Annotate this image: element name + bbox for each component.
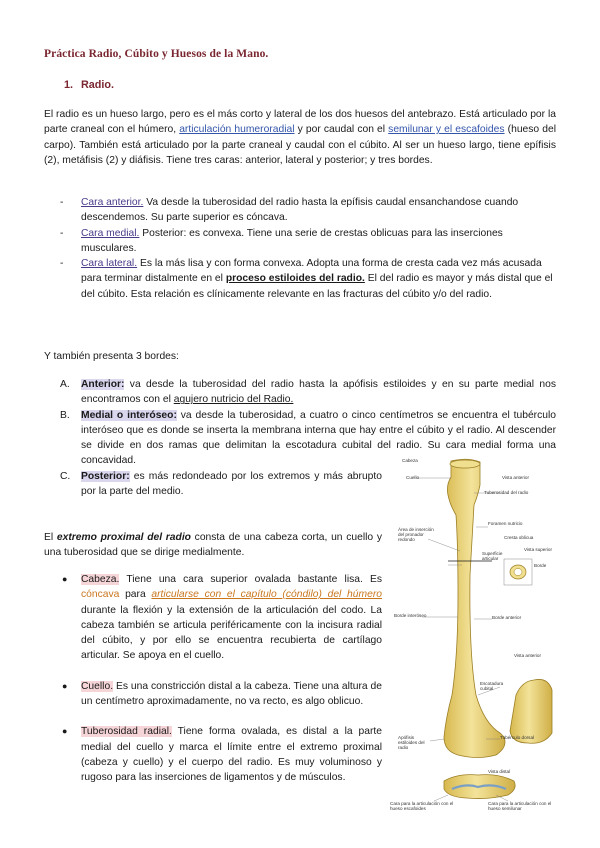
fig-label-vista-distal: Vista distal: [488, 769, 511, 774]
fig-label-cuello: Cuello: [406, 475, 420, 480]
item-text: es más redondeado por los extremos y más abrupto por la parte del medio.: [81, 471, 382, 498]
link-articulacion-humeroradial[interactable]: articulación humeroradial: [179, 124, 295, 136]
list-item: [60, 469, 382, 500]
link-agujero-nutricio[interactable]: agujero nutricio del Radio.: [173, 394, 294, 406]
list-marker: -: [60, 227, 64, 239]
fig-label-superficie: Superficie articular: [482, 551, 503, 562]
fig-label-borde-anterior: Borde anterior: [492, 615, 522, 620]
list-item: [60, 724, 382, 785]
term-proceso-estiloides: proceso estiloides del radio.: [225, 273, 365, 285]
section-heading-radio: [64, 78, 114, 93]
radius-shaft: [444, 459, 505, 757]
term-cuello: Cuello.: [81, 680, 114, 692]
bullet-icon: ●: [62, 680, 68, 691]
bullet-icon: ●: [62, 726, 68, 737]
caras-list: [60, 195, 556, 302]
fig-label-area-insercion: Área de inserción del pronador redondo: [398, 527, 434, 543]
term-borde-posterior: Posterior:: [81, 471, 130, 482]
fig-label-cresta: Cresta oblicua: [504, 535, 534, 540]
fig-label-cabeza: Cabeza: [402, 458, 418, 463]
intro-text-1: El radio es un hueso largo, pero es el más corto y lateral de los dos huesos del antebrazo. Está articulado por la parte craneal con el húmero,: [44, 109, 556, 136]
partes-list: [60, 572, 382, 786]
term-cara-lateral[interactable]: Cara lateral.: [81, 258, 138, 270]
term-tuberosidad-radial: Tuberosidad radial.: [81, 726, 172, 738]
radius-illustration: [388, 455, 560, 825]
intro-paragraph: [44, 107, 556, 168]
link-semilunar-escafoides[interactable]: semilunar y el escafoides: [388, 124, 505, 136]
fig-label-borde: Borde: [534, 563, 547, 568]
item-text: Es una constricción distal a la cabeza. Tiene una altura de un centímetro aproximadamente, no va recto, es algo oblicuo.: [81, 680, 382, 708]
term-extremo-proximal: extremo proximal del radio: [56, 532, 191, 543]
fig-label-apofisis: Apófisis estiloides del radio: [398, 735, 425, 751]
item-text: Posterior: es convexa. Tiene una serie de crestas oblicuas para las inserciones musculares.: [81, 227, 503, 254]
fig-label-vista-superior: Vista superior: [524, 547, 553, 552]
term-concava: cóncava: [81, 589, 120, 601]
proximal-paragraph: [44, 530, 382, 561]
section-label: Radio.: [81, 79, 114, 91]
item-text: Tiene una cara superior ovalada bastante lisa. Es: [119, 574, 382, 585]
term-articularse-capitulo: articularse con el capítulo (cóndilo) del húmero: [151, 589, 382, 601]
text: consta de una cabeza corta, un cuello y una tuberosidad que se dirige medialmente.: [44, 532, 382, 559]
radial-head: [450, 460, 480, 468]
item-text: va desde la tuberosidad, a cuatro o cinco centímetros se encuentra el tubérculo interóseo que es donde se inserta la membrana interna que hay entre el cúbito y el radio. Al descender se divide en dos ramas que delimitan la escotadura cubital del radio. Su cara medial forma una concavidad.: [81, 409, 556, 467]
list-marker: -: [60, 258, 64, 270]
list-item: [60, 572, 382, 664]
bordes-intro: Y también presenta 3 bordes:: [44, 351, 179, 362]
list-item: [60, 226, 556, 257]
list-item: [60, 256, 556, 302]
intro-text-3: (hueso del carpo). También está articulado por la parte craneal y caudal con el cúbito. Al ser un hueso largo, tiene epífisis (2), metáfisis (2) y diáfisis. Tiene tres caras: anterior, lateral y posterior; y tres bordes.: [44, 124, 556, 166]
intro-text-2: y por caudal con el: [294, 124, 389, 136]
list-marker: B.: [60, 409, 70, 421]
fig-label-tuberosidad: Tuberosidad del radio: [484, 490, 529, 495]
fig-label-vista-anterior-2: Vista anterior: [514, 653, 541, 658]
list-item: [60, 679, 382, 710]
bordes-list-c: [60, 469, 382, 500]
distal-end-lateral: [510, 679, 552, 743]
fig-label-escotadura: Escotadura cubital: [480, 681, 504, 692]
list-marker: A.: [60, 379, 70, 390]
item-text: El del radio es mayor y más distal que el del cúbito. Esta relación es clínicamente relevante en las fracturas del cúbito y/o del radio.: [81, 273, 553, 300]
item-text: Es la más lisa y con forma convexa. Adopta una forma de cresta cada vez más acusada para terminar distalmente en el: [81, 258, 542, 285]
term-cara-medial[interactable]: Cara medial.: [81, 227, 140, 239]
item-text: va desde la tuberosidad del radio hasta la apófisis estiloides y en su parte medial nos encontramos con el: [81, 379, 556, 406]
list-marker: C.: [60, 471, 71, 482]
page-title: Práctica Radio, Cúbito y Huesos de la Mano.: [44, 48, 269, 60]
term-cabeza: Cabeza.: [81, 574, 120, 585]
item-text: para: [119, 589, 152, 601]
fig-label-borde-interoseo: Borde interóseo: [394, 613, 427, 618]
item-text: Va desde la tuberosidad del radio hasta la epífisis caudal ensanchandose cuando descendemos. Su parte superior es cóncava.: [81, 197, 519, 224]
term-borde-medial: Medial o interóseo:: [81, 409, 177, 421]
list-marker: -: [60, 197, 64, 208]
fig-label-cara-escafoides: Cara para la articulación con el hueso escafoides: [390, 801, 454, 812]
section-number: 1.: [64, 79, 74, 91]
fig-label-foramen: Foramen nutricio: [488, 521, 523, 526]
item-text: durante la flexión y la extensión de la articulación del codo. La cabeza también se articula periféricamente con la incisura radial del cúbito, y por ello se encuentra recubierta de cartílago articular. Se apoya en el cuello.: [81, 604, 382, 662]
list-item: [60, 195, 556, 226]
text: El: [44, 532, 57, 543]
fig-label-cara-semilunar: Cara para la articulación con el hueso semilunar: [488, 801, 552, 812]
item-text: Tiene forma ovalada, es distal a la parte medial del cuello y marca el límite entre el extremo proximal (cabeza y cuello) y el cuerpo del radio. Es muy voluminoso y rugoso para las inserciones de ligamentos y de músculos.: [81, 726, 383, 784]
bullet-icon: ●: [62, 574, 68, 584]
fig-label-vista-anterior: Vista anterior: [502, 475, 529, 480]
radius-bone-svg: [388, 455, 560, 825]
list-item: [60, 377, 556, 408]
fig-label-tuberculo: Tubérculo dorsal: [500, 735, 535, 740]
term-borde-anterior: Anterior:: [81, 379, 125, 390]
term-cara-anterior[interactable]: Cara anterior.: [81, 197, 144, 208]
